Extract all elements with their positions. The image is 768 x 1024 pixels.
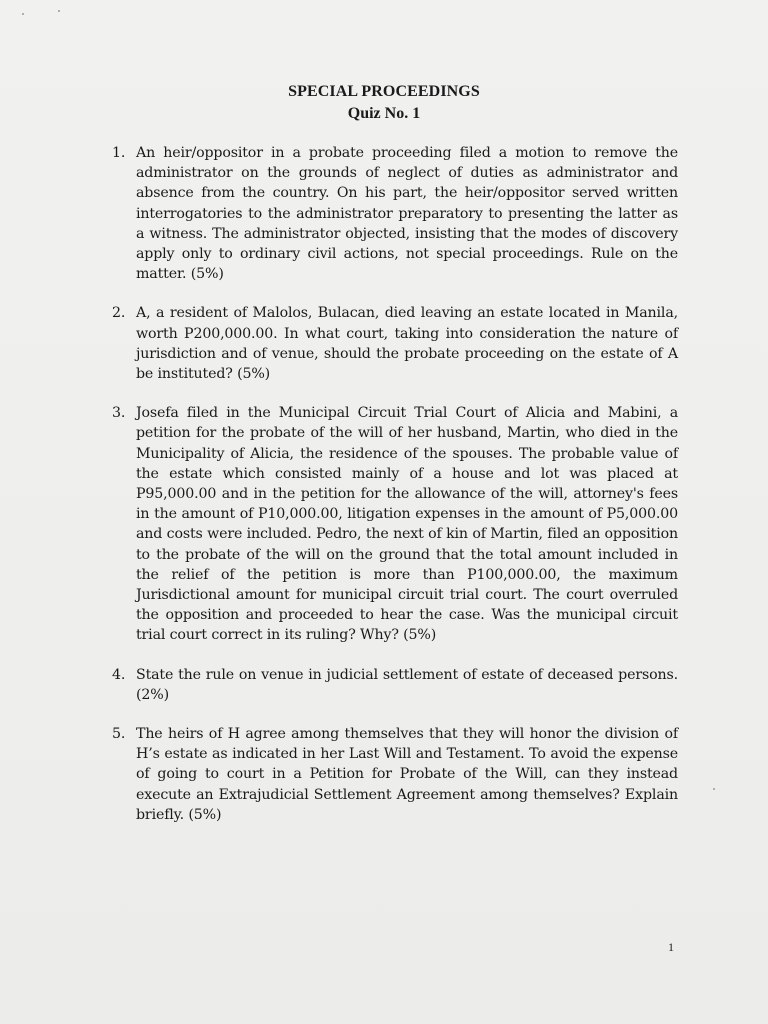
question-item <box>108 665 678 705</box>
scan-speck <box>22 13 24 15</box>
question-text: Josefa filed in the Municipal Circuit Trial Court of Alicia and Mabini, a petition for the probate of the will of her husband, Martin, who died in the Municipality of Alicia, the residence of the spouses. The probable value of the estate which consisted mainly of a house and lot was placed at P95,000.00 and in the petition for the allowance of the will, attorney's fees in the amount of P10,000.00, litigation expenses in the amount of P5,000.00 and costs were included. Pedro, the next of kin of Martin, filed an opposition to the probate of the will on the ground that the total amount included in the relief of the petition is more than P100,000.00, the maximum Jurisdictional amount for municipal circuit trial court. The court overruled the opposition and proceeded to hear the case. Was the municipal circuit trial court correct in its ruling? Why? (5%) <box>136 405 678 644</box>
page-number: 1 <box>668 940 674 954</box>
question-item <box>108 724 678 825</box>
question-text: State the rule on venue in judicial settlement of estate of deceased persons. (2%) <box>136 666 678 703</box>
question-text: A, a resident of Malolos, Bulacan, died leaving an estate located in Manila, worth P200,000.00. In what court, taking into consideration the nature of jurisdiction and of venue, should the probate proceeding on the estate of A be instituted? (5%) <box>136 305 678 383</box>
scan-speck <box>713 788 715 790</box>
question-number: 5. <box>112 726 126 743</box>
question-item <box>108 403 678 645</box>
question-number: 1. <box>112 145 126 161</box>
scan-speck <box>58 10 60 12</box>
question-number: 3. <box>112 405 126 422</box>
document-header <box>0 82 768 124</box>
question-list <box>108 143 678 825</box>
question-text: The heirs of H agree among themselves that they will honor the division of H’s estate as indicated in her Last Will and Testament. To avoid the expense of going to court in a Petition for Probate of the Will, can they instead execute an Extrajudicial Settlement Agreement among themselves? Explain briefly. (5%) <box>136 726 678 823</box>
question-number: 2. <box>112 305 126 322</box>
question-item <box>108 303 678 384</box>
question-item <box>108 143 678 284</box>
document-title: SPECIAL PROCEEDINGS <box>288 83 480 100</box>
document-subtitle: Quiz No. 1 <box>347 105 421 122</box>
question-text: An heir/oppositor in a probate proceeding filed a motion to remove the administrator on the grounds of neglect of duties as administrator and absence from the country. On his part, the heir/oppositor served written interrogatories to the administrator preparatory to presenting the latter as a witness. The administrator objected, insisting that the modes of discovery apply only to ordinary civil actions, not special proceedings. Rule on the matter. (5%) <box>136 145 678 283</box>
question-number: 4. <box>112 666 126 683</box>
